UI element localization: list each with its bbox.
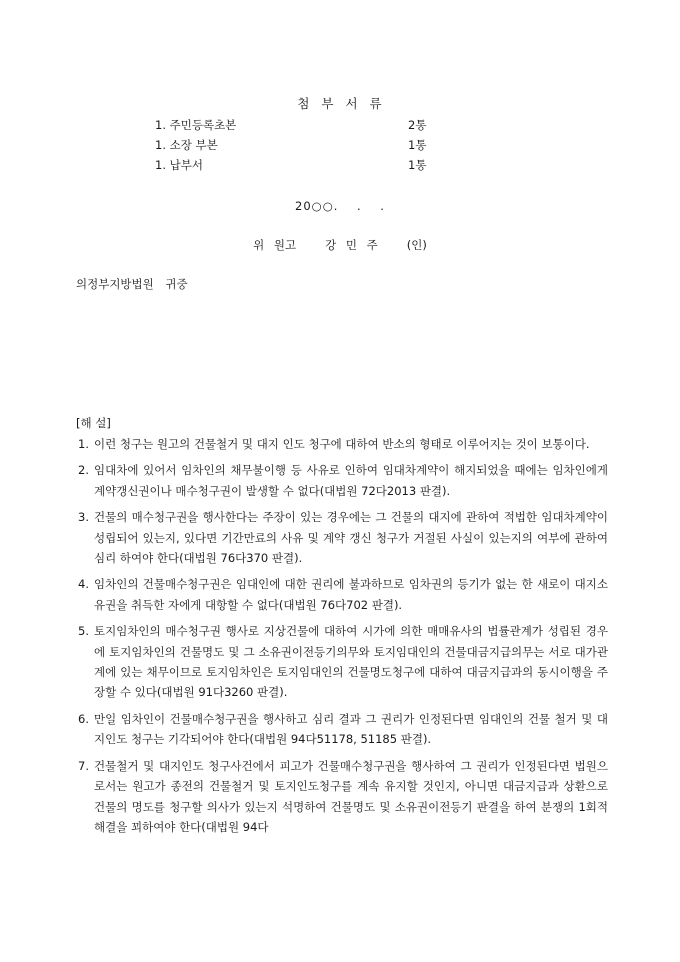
attachment-count: 1통 <box>408 138 427 152</box>
note-text: 건물의 매수청구권을 행사한다는 주장이 있는 경우에는 그 건물의 대지에 관하여 적법한 임대차계약이 성립되어 있는지, 있다면 기간만료의 사유 및 계약 갱신 청구가 거절된 사실이 있는지의 여부에 관하여 심리 하여야 한다(대법원 76다370 판결). <box>94 510 608 566</box>
note-text: 임차인의 건물매수청구권은 임대인에 대한 권리에 불과하므로 임차권의 등기가 없는 한 새로이 대지소유권을 취득한 자에게 대항할 수 없다(대법원 76다702 판결). <box>94 577 608 612</box>
explanation-note <box>78 434 608 454</box>
note-number: 1. <box>78 437 89 451</box>
explanation-heading: [해 설] <box>76 416 111 430</box>
note-number: 6. <box>78 711 89 726</box>
attachment-name: 1. 납부서 <box>155 158 203 172</box>
note-number: 7. <box>78 758 89 773</box>
note-number: 5. <box>78 624 89 639</box>
explanation-note <box>78 507 608 568</box>
explanation-note <box>78 756 608 838</box>
attachment-name: 1. 소장 부본 <box>155 138 218 152</box>
attachment-count: 2통 <box>408 118 427 132</box>
note-text: 토지임차인의 매수청구권 행사로 지상건물에 대하여 시가에 의한 매매유사의 법률관계가 성립된 경우에 토지임차인의 건물명도 및 그 소유권이전등기의무와 토지임대인의 건물대금지급의무는 서로 대가관계에 있는 채무이므로 토지임차인은 토지임대인의 건물명도청구에 대하여 대금지급과의 동시이행을 주장할 수 있다(대법원 91다3260 판결). <box>94 624 608 700</box>
document-date: 20○○. . . <box>295 199 385 213</box>
explanation-note <box>78 709 608 750</box>
note-number: 2. <box>78 463 89 478</box>
signer-line: 위 원고 강 민 주 (인) <box>253 238 427 252</box>
explanation-note <box>78 621 608 703</box>
court-addressee: 의정부지방법원 귀중 <box>76 277 188 291</box>
explanation-notes <box>78 434 608 843</box>
explanation-note <box>78 460 608 501</box>
attachments-title: 첨 부 서 류 <box>297 96 383 111</box>
note-text: 만일 임차인이 건물매수청구권을 행사하고 심리 결과 그 권리가 인정된다면 임대인의 건물 철거 및 대지인도 청구는 기각되어야 한다(대법원 94다51178, 51185 판결). <box>94 711 608 747</box>
explanation-note <box>78 574 608 615</box>
note-number: 4. <box>78 577 89 592</box>
attachment-name: 1. 주민등록초본 <box>155 118 237 132</box>
attachment-count: 1통 <box>408 158 427 172</box>
note-number: 3. <box>78 510 89 525</box>
note-text: 건물철거 및 대지인도 청구사건에서 피고가 건물매수청구권을 행사하여 그 권리가 인정된다면 법원으로서는 원고가 종전의 건물철거 및 토지인도청구를 계속 유지할 것인지, 아니면 대금지급과 상환으로 건물의 명도를 청구할 의사가 있는지 석명하여 건물명도 및 소유권이전등기 판결을 하여 분쟁의 1회적 해결을 꾀하여야 한다(대법원 94다 <box>94 758 608 834</box>
note-text: 이런 청구는 원고의 건물철거 및 대지 인도 청구에 대하여 반소의 형태로 이루어지는 것이 보통이다. <box>94 437 590 451</box>
note-text: 임대차에 있어서 임차인의 채무불이행 등 사유로 인하여 임대차계약이 해지되었을 때에는 임차인에게 계약갱신권이나 매수청구권이 발생할 수 없다(대법원 72다2013 판결). <box>94 463 608 498</box>
